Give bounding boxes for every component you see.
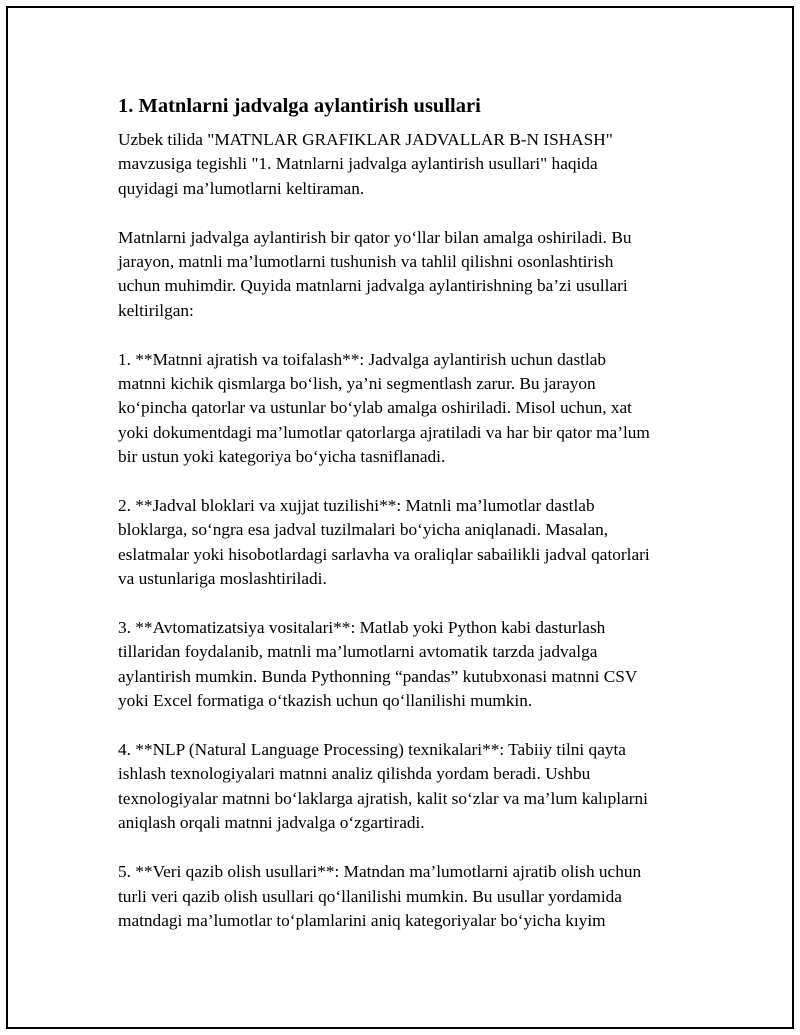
paragraph-method-2: 2. **Jadval bloklari va xujjat tuzilishi**: Matnli ma’lumotlar dastlab bloklarga, so‘ngra esa jadval tuzilmalari bo‘yicha aniqlanadi. Masalan, eslatmalar yoki hisobotlardagi sarlavha va oraliqlar sabailikli jadval qatorlari va ustunlariga moslashtiriladi. xyxy=(118,496,650,589)
document-body xyxy=(118,92,708,933)
paragraph-intro: Uzbek tilida "MATNLAR GRAFIKLAR JADVALLAR B-N ISHASH" mavzusiga tegishli "1. Matnlarni jadvalga aylantirish usullari" haqida quyidagi ma’lumotlarni keltiraman. xyxy=(118,130,613,198)
paragraph-method-3: 3. **Avtomatizatsiya vositalari**: Matlab yoki Python kabi dasturlash tillaridan foydalanib, matnli ma’lumotlarni avtomatik tarzda jadvalga aylantirish mumkin. Bunda Pythonning “pandas” kutubxonasi matnni CSV yoki Excel formatiga o‘tkazish uchun qo‘llanilishi mumkin. xyxy=(118,618,638,711)
paragraph-method-1: 1. **Matnni ajratish va toifalash**: Jadvalga aylantirish uchun dastlab matnni kichik qismlarga bo‘lish, ya’ni segmentlash zarur. Bu jarayon ko‘pincha qatorlar va ustunlar bo‘ylab amalga oshiriladi. Misol uchun, xat yoki dokumentdagi ma’lumotlar qatorlarga ajratiladi va har bir qator ma’lum bir ustun yoki kategoriya bo‘yicha tasniflanadi. xyxy=(118,349,650,467)
document-heading: 1. Matnlarni jadvalga aylantirish usullari xyxy=(118,95,481,117)
paragraph-method-5: 5. **Veri qazib olish usullari**: Matndan ma’lumotlarni ajratib olish uchun turli veri qazib olish usullari qo‘llanilishi mumkin. Bu usullar yordamida matndagi ma’lumotlar to‘plamlarini aniq kategoriyalar bo‘yicha kıyim xyxy=(118,862,642,930)
paragraph-method-4: 4. **NLP (Natural Language Processing) texnikalari**: Tabiiy tilni qayta ishlash texnologiyalari matnni analiz qilishda yordam beradi. Ushbu texnologiyalar matnni bo‘laklarga ajratish, kalit so‘zlar va ma’lum kalıplarni aniqlash orqali matnni jadvalga o‘zgartiradi. xyxy=(118,740,648,833)
paragraph-overview: Matnlarni jadvalga aylantirish bir qator yo‘llar bilan amalga oshiriladi. Bu jarayon, matnli ma’lumotlarni tushunish va tahlil qilishni osonlashtirish uchun muhimdir. Quyida matnlarni jadvalga aylantirishning ba’zi usullari keltirilgan: xyxy=(118,227,632,320)
